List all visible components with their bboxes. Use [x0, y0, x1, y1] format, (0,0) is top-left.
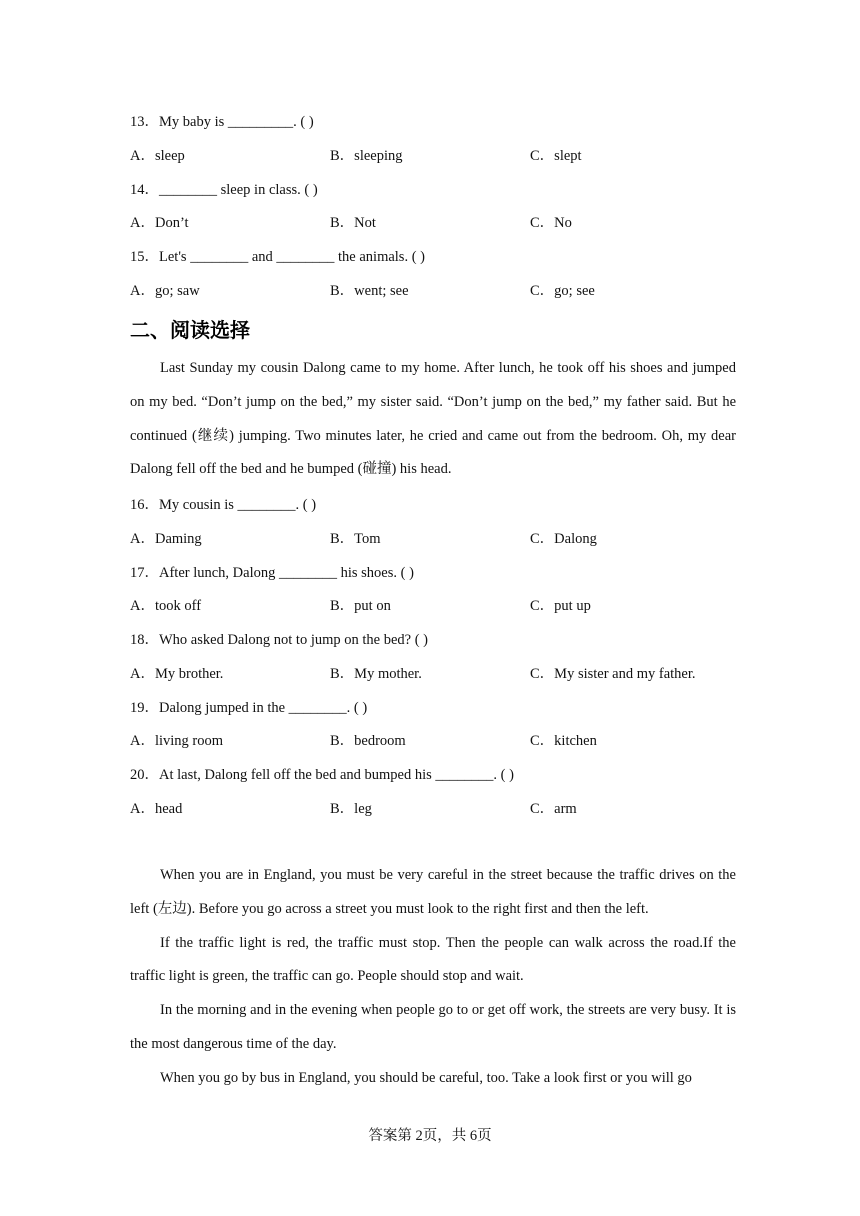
- q14-option-b: B．Not: [330, 215, 376, 231]
- reading-passage-2: [130, 859, 736, 1096]
- passage-2-paragraph: [130, 1062, 736, 1096]
- passage-2-paragraph-3: In the morning and in the evening when people go to or get off work, the streets are very busy. It is the most dangerous time of the day.: [130, 1002, 736, 1052]
- question-15: 15．Let's ________ and ________ the animals. ( ): [130, 249, 425, 265]
- q20-option-a: A．head: [130, 801, 183, 817]
- question-16: 16．My cousin is ________. ( ): [130, 497, 317, 513]
- q19-option-a: A．living room: [130, 733, 224, 749]
- passage-2-paragraph-1: When you are in England, you must be very careful in the street because the traffic drives on the left (左边). Before you go across a street you must look to the right first and then the left.: [130, 867, 736, 917]
- q19-option-c: C．kitchen: [530, 733, 597, 749]
- q14-option-a: A．Don’t: [130, 215, 189, 231]
- passage-2-paragraph: [130, 927, 736, 995]
- q17-option-c: C．put up: [530, 598, 591, 614]
- q13-option-a: A．sleep: [130, 148, 185, 164]
- q15-option-c: C．go; see: [530, 283, 595, 299]
- q17-option-b: B．put on: [330, 598, 391, 614]
- q19-option-b: B．bedroom: [330, 733, 406, 749]
- passage-2-paragraph-2: If the traffic light is red, the traffic must stop. Then the people can walk across the road.If the traffic light is green, the traffic can go. People should stop and wait.: [130, 934, 736, 985]
- question-17: 17．After lunch, Dalong ________ his shoes. ( ): [130, 565, 414, 581]
- q18-option-a: A．My brother.: [130, 666, 224, 682]
- section-title: 二、阅读选择: [130, 318, 250, 342]
- q14-option-c: C．No: [530, 215, 572, 231]
- passage-1-text: Last Sunday my cousin Dalong came to my home. After lunch, he took off his shoes and jumped on my bed. “Don’t jump on the bed,” my sister said. “Don’t jump on the bed,” my father said. But he continued (继续) jumping. Two minutes later, he cried and came out from the bedroom. Oh, my dear Dalong fell off the bed and he bumped (碰撞) his head.: [130, 360, 736, 478]
- q15-option-b: B．went; see: [330, 283, 409, 299]
- page-footer: 答案第 2页，共 6页: [368, 1128, 492, 1144]
- question-13: 13．My baby is _________. ( ): [130, 114, 314, 130]
- question-14: 14．________ sleep in class. ( ): [130, 182, 318, 198]
- q15-option-a: A．go; saw: [130, 283, 200, 299]
- q18-option-c: C．My sister and my father.: [530, 666, 696, 682]
- q17-option-a: A．took off: [130, 598, 202, 614]
- q18-option-b: B．My mother.: [330, 666, 422, 682]
- q20-option-b: B．leg: [330, 801, 372, 817]
- q16-option-a: A．Daming: [130, 531, 202, 547]
- question-20: 20．At last, Dalong fell off the bed and bumped his ________. ( ): [130, 767, 514, 783]
- q16-option-c: C．Dalong: [530, 531, 597, 547]
- q16-option-b: B．Tom: [330, 531, 381, 547]
- q20-option-c: C．arm: [530, 801, 577, 817]
- passage-2-paragraph: [130, 859, 736, 927]
- passage-2-paragraph: [130, 994, 736, 1062]
- question-18: 18．Who asked Dalong not to jump on the bed? ( ): [130, 632, 428, 648]
- reading-passage-1: [130, 352, 736, 487]
- passage-2-paragraph-4: When you go by bus in England, you should be careful, too. Take a look first or you will go: [160, 1069, 692, 1086]
- q13-option-c: C．slept: [530, 148, 582, 164]
- question-19: 19．Dalong jumped in the ________. ( ): [130, 700, 368, 716]
- q13-option-b: B．sleeping: [330, 148, 403, 164]
